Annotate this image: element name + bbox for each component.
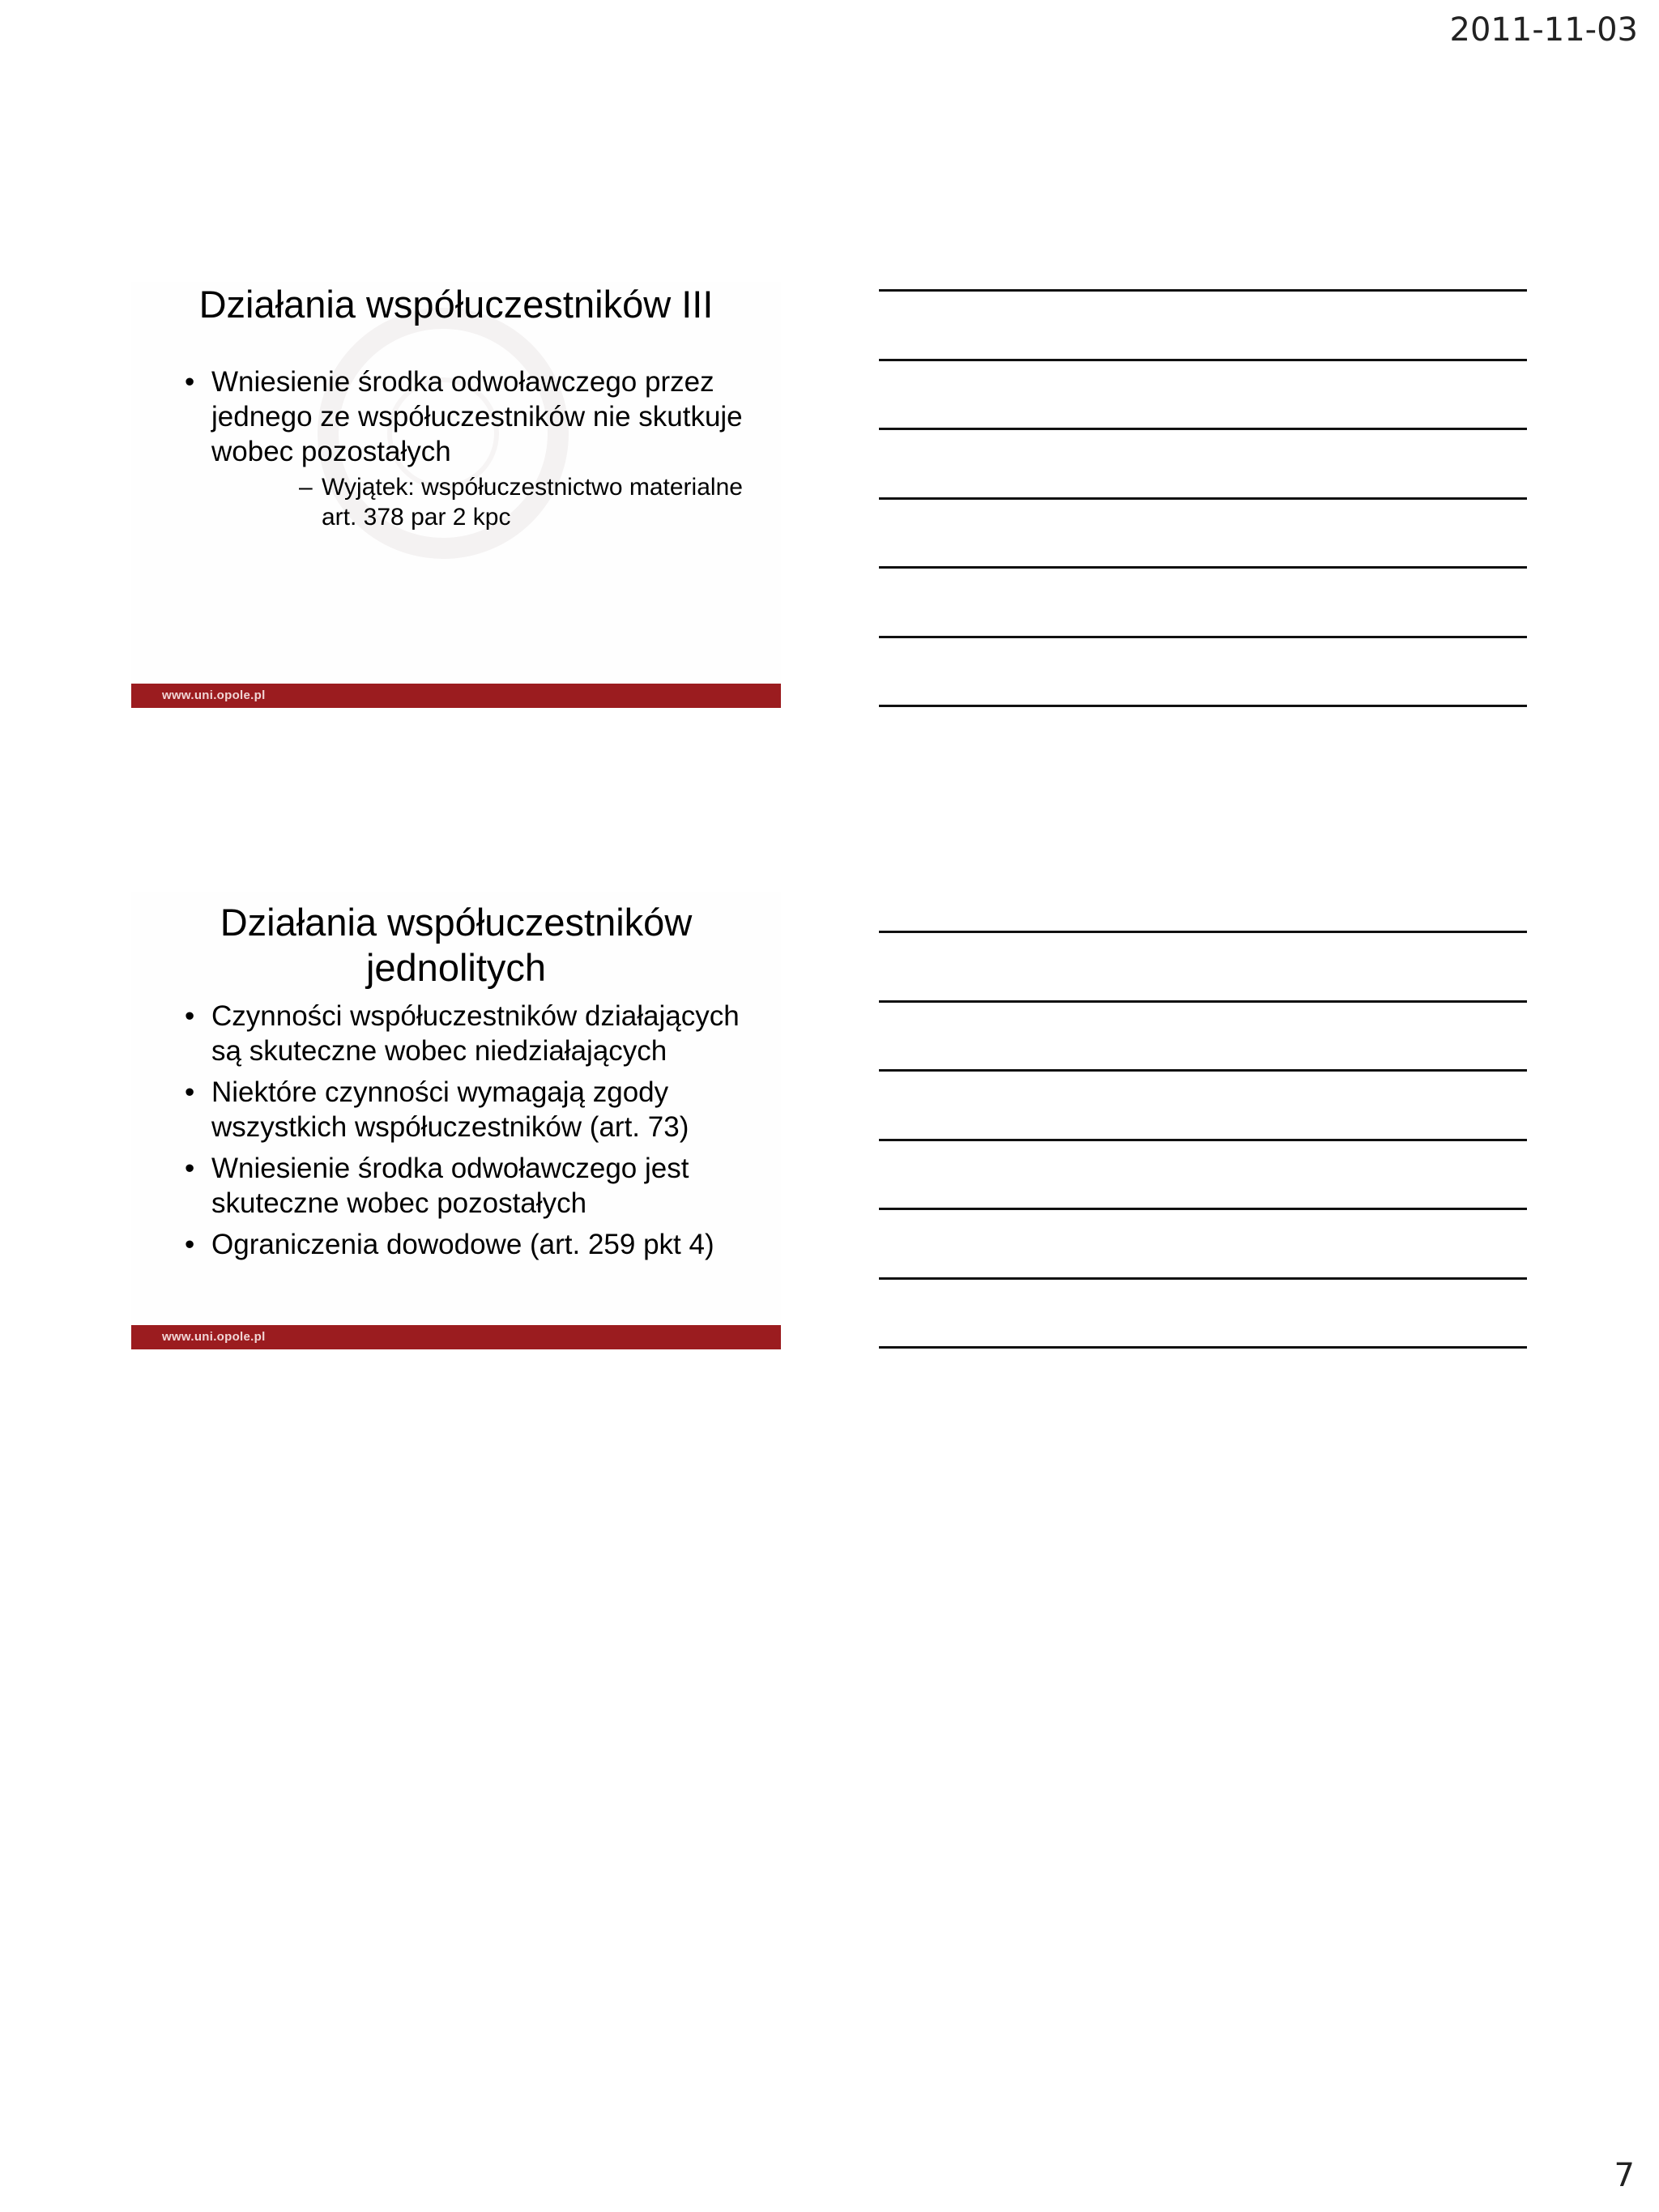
note-line (879, 636, 1527, 638)
note-line (879, 705, 1527, 707)
slide-title: Działania współuczestników jednolitych (220, 901, 693, 989)
bullet-item (131, 999, 781, 1068)
sub-bullet-text: Wyjątek: współuczestnictwo materialne art. 378 par 2 kpc (322, 474, 743, 531)
page-number: 7 (1614, 2157, 1635, 2194)
note-line (879, 1000, 1527, 1003)
slide-thumbnail-1 (131, 282, 781, 710)
note-line (879, 1069, 1527, 1072)
bullet-list (131, 999, 781, 1262)
note-line (879, 1139, 1527, 1141)
note-line (879, 289, 1527, 292)
note-line (879, 428, 1527, 430)
bullet-text: Wniesienie środka odwoławczego jest skuteczne wobec pozostałych (211, 1153, 689, 1219)
bullet-icon: • (185, 1229, 195, 1260)
note-line (879, 931, 1527, 933)
slide-footer-bar (131, 684, 781, 708)
footer-url: www.uni.opole.pl (162, 688, 266, 702)
note-line (879, 497, 1527, 500)
bullet-text: Ograniczenia dowodowe (art. 259 pkt 4) (211, 1229, 714, 1260)
sub-bullet-list (211, 472, 765, 532)
sub-bullet-item (211, 472, 765, 532)
bullet-item (131, 1227, 781, 1262)
bullet-icon: • (185, 1153, 195, 1184)
bullet-list (131, 364, 781, 532)
note-line (879, 359, 1527, 361)
bullet-text: Wniesienie środka odwoławczego przez jednego ze współuczestników nie skutkuje wobec pozostałych (211, 366, 743, 467)
slide-footer-bar (131, 1325, 781, 1349)
footer-url: www.uni.opole.pl (162, 1330, 266, 1344)
note-line (879, 566, 1527, 569)
bullet-icon: • (185, 1000, 195, 1032)
note-line (879, 1277, 1527, 1280)
bullet-item (131, 1075, 781, 1144)
bullet-text: Niektóre czynności wymagają zgody wszystkich współuczestników (art. 73) (211, 1076, 689, 1143)
bullet-text: Czynności współuczestników działających są skuteczne wobec niedziałających (211, 1000, 740, 1067)
bullet-item (131, 364, 781, 532)
note-line (879, 1346, 1527, 1349)
dash-icon: – (299, 474, 313, 501)
slide-title: Działania współuczestników III (198, 283, 714, 326)
bullet-item (131, 1151, 781, 1221)
bullet-icon: • (185, 366, 195, 398)
bullet-icon: • (185, 1076, 195, 1108)
note-line (879, 1208, 1527, 1210)
print-date: 2011-11-03 (1449, 11, 1638, 49)
slide-thumbnail-2 (131, 892, 781, 1349)
